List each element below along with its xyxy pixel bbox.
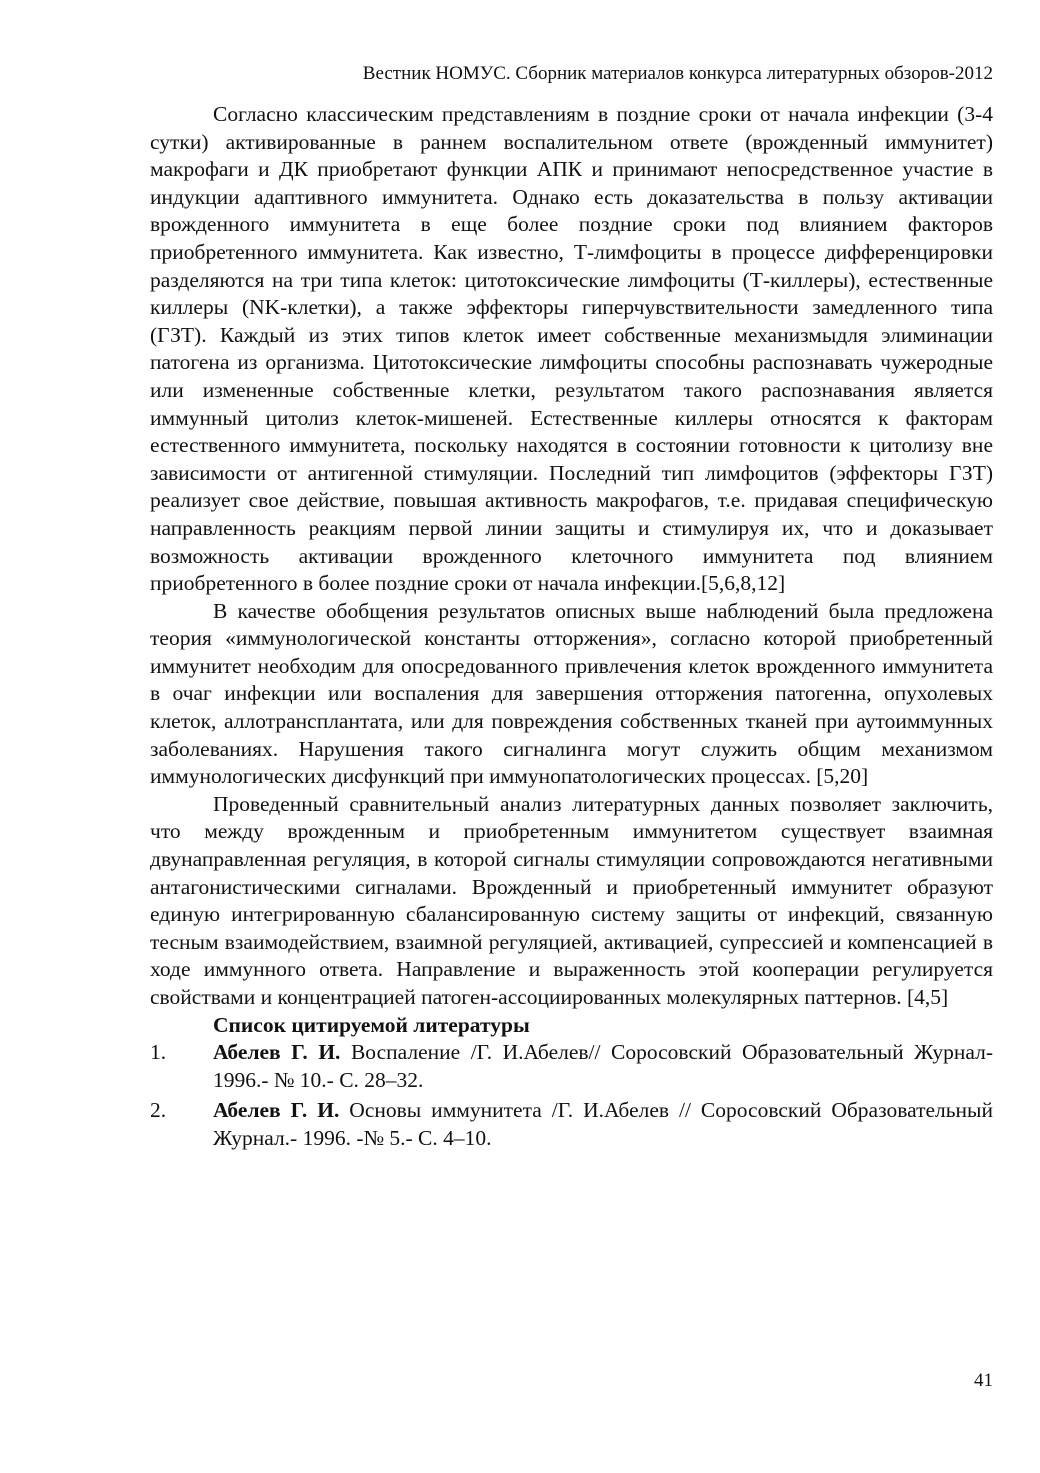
reference-author: Абелев Г. И. [213,1040,341,1065]
running-header: Вестник НОМУС. Сборник материалов конкурса литературных обзоров-2012 [362,63,993,84]
reference-text [213,1097,993,1152]
paragraph-rejection-constant-theory: В качестве обобщения результатов описных выше наблюдений была предложена теория «иммунологической константы отторжения», согласно которой приобретенный иммунитет необходим для опосредованного привлечения клеток врожденного иммунитета в очаг инфекции или воспаления для завершения отторжения патогенна, опухолевых клеток, аллотрансплантата, или для повреждения собственных тканей при аутоиммунных заболеваниях. Нарушения такого сигналинга могут служить общим механизмом иммунологических дисфункций при иммунопатологических процессах. [5,20] [150,598,993,789]
reference-item [150,1097,993,1152]
reference-item [150,1039,993,1094]
paragraph-conclusion: Проведенный сравнительный анализ литературных данных позволяет заключить, что между врожденным и приобретенным иммунитетом существует взаимная двунаправленная регуляция, в которой сигналы стимуляции сопровождаются негативными антагонистическими сигналами. Врожденный и приобретенный иммунитет образуют единую интегрированную сбалансированную систему защиты от инфекций, связанную тесным взаимодействием, взаимной регуляцией, активацией, супрессией и компенсацией в ходе иммунного ответа. Направление и выраженность этой кооперации регулируется свойствами и концентрацией патоген-ассоциированных молекулярных паттернов. [4,5] [150,791,993,1009]
paragraph-innate-adaptive-activation: Согласно классическим представлениям в поздние сроки от начала инфекции (3-4 сутки) активированные в раннем воспалительном ответе (врожденный иммунитет) макрофаги и ДК приобретают функции АПК и принимают непосредственное участие в индукции адаптивного иммунитета. Однако есть доказательства в пользу активации врожденного иммунитета в еще более поздние сроки под влиянием факторов приобретенного иммунитета. Как известно, Т-лимфоциты в процессе дифференцировки разделяются на три типа клеток: цитотоксические лимфоциты (Т-киллеры), естественные киллеры (NK-клетки), а также эффекторы гиперчувствительности замедленного типа (ГЗТ). Каждый из этих типов клеток имеет собственные механизмыдля элиминации патогена из организма. Цитотоксические лимфоциты способны распознавать чужеродные или измененные собственные клетки, результатом такого распознавания является иммунный цитолиз клеток-мишеней. Естественные киллеры относятся к факторам естественного иммунитета, поскольку находятся в состоянии готовности к цитолизу вне зависимости от антигенной стимуляции. Последний тип лимфоцитов (эффекторы ГЗТ) реализует свое действие, повышая активность макрофагов, т.е. придавая специфическую направленность реакциям первой линии защиты и стимулируя их, что и доказывает возможность активации врожденного клеточного иммунитета под влиянием приобретенного в более поздние сроки от начала инфекции.[5,6,8,12] [150,102,993,596]
reference-citation: Основы иммунитета /Г. И.Абелев // Соросовский Образовательный Журнал.- 1996. -№ 5.- С. 4–10. [213,1098,993,1150]
reference-text [213,1039,993,1094]
reference-number: 1. [150,1040,167,1065]
reference-number: 2. [150,1098,167,1123]
page-number: 41 [974,1370,993,1391]
article-body [150,101,993,1153]
references-heading: Список цитируемой литературы [213,1012,530,1037]
reference-author: Абелев Г. И. [213,1098,340,1123]
reference-citation: Воспаление /Г. И.Абелев// Соросовский Образовательный Журнал- 1996.- № 10.- С. 28–32. [213,1040,994,1092]
